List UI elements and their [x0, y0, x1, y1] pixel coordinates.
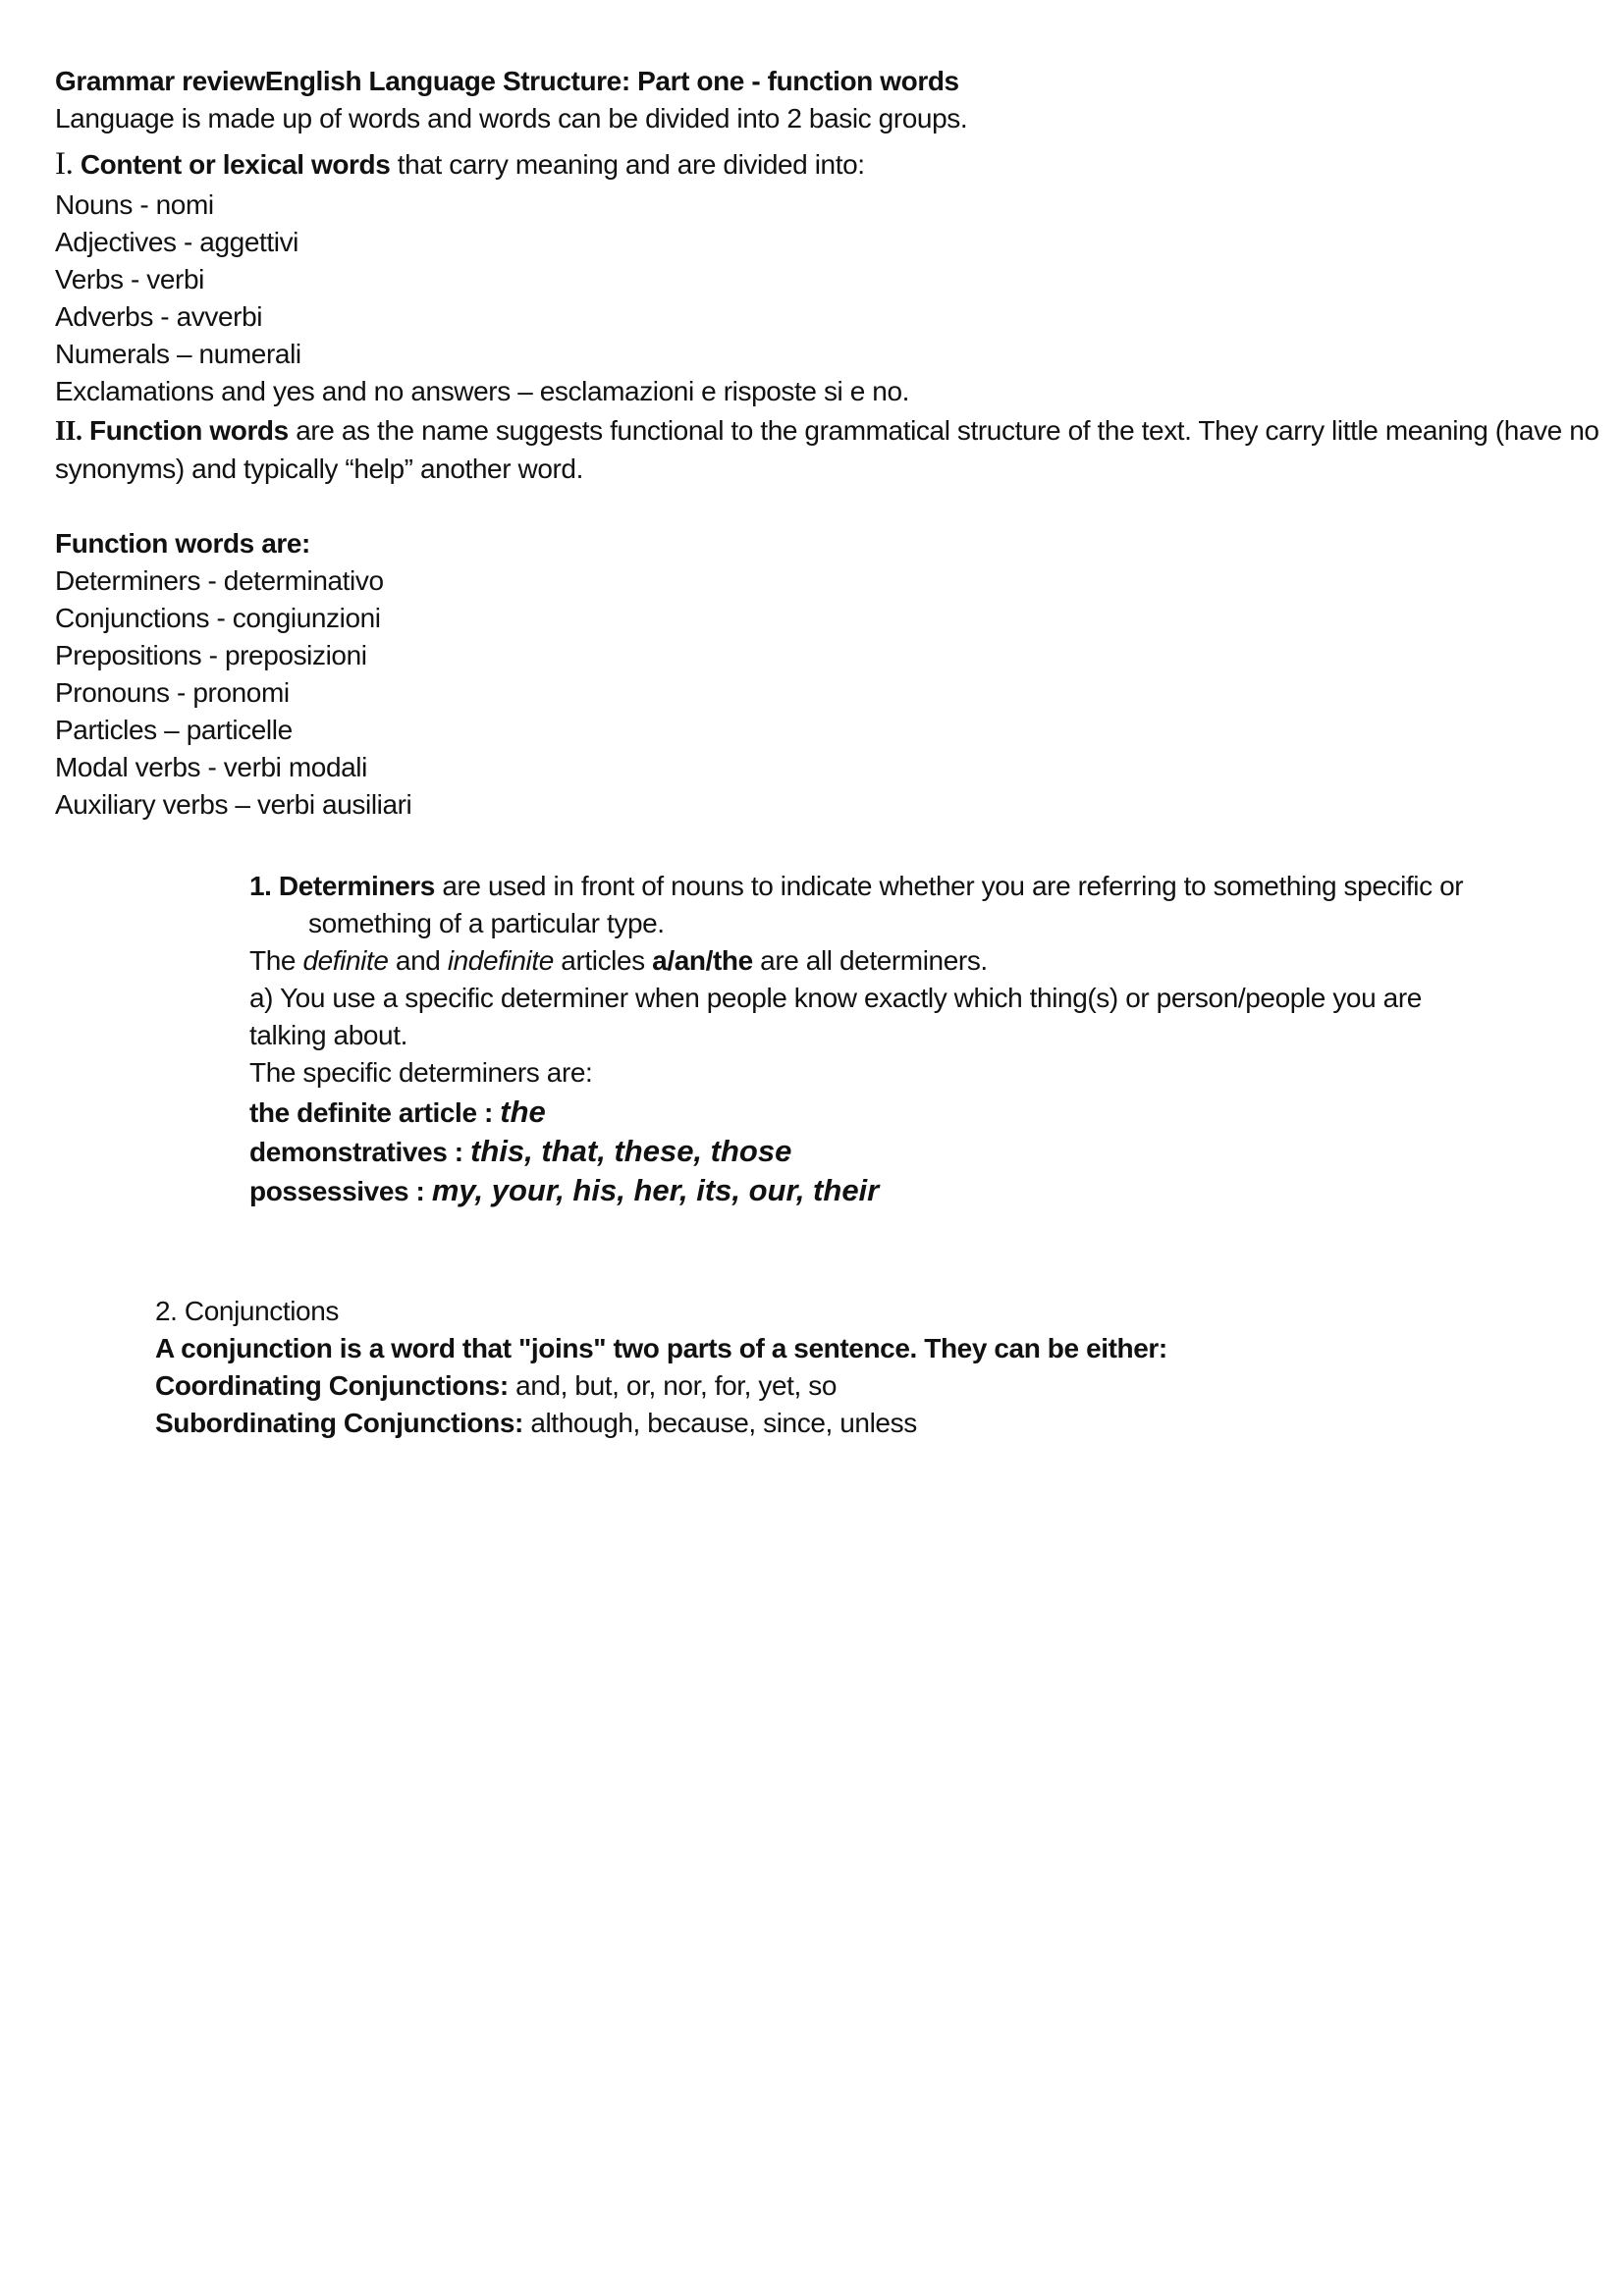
intro-text: Language is made up of words and words can be divided into 2 basic groups.: [55, 103, 968, 133]
list-item: Particles – particelle: [55, 715, 293, 745]
list-item: Adverbs - avverbi: [55, 301, 263, 332]
group2-term: Function words: [88, 415, 289, 446]
group2-line2: synonyms) and typically “help” another word.: [55, 454, 583, 484]
determiners-line2: something of a particular type.: [308, 908, 665, 938]
list-item: Determiners - determinativo: [55, 565, 384, 596]
conjunctions-definition: A conjunction is a word that "joins" two parts of a sentence. They can be either:: [155, 1333, 1167, 1363]
specific-line1: a) You use a specific determiner when people know exactly which thing(s) or person/people you are: [249, 983, 1422, 1013]
list-item: Prepositions - preposizioni: [55, 640, 367, 670]
group1-rest: that carry meaning and are divided into:: [390, 149, 865, 180]
group1-numeral: I.: [55, 146, 74, 182]
list-item: Nouns - nomi: [55, 189, 214, 220]
coordinating-line: Coordinating Conjunctions: and, but, or, nor, for, yet, so: [155, 1370, 838, 1401]
list-item: Adjectives - aggettivi: [55, 227, 298, 257]
list-item: Exclamations and yes and no answers – esclamazioni e risposte si e no.: [55, 376, 910, 406]
list-item: Numerals – numerali: [55, 339, 301, 369]
group1-term: Content or lexical words: [80, 149, 391, 180]
group2-rest: are as the name suggests functional to the grammatical structure of the text. They carry little meaning (have no: [288, 415, 1599, 446]
group2-heading: [55, 412, 1599, 451]
specific-intro: The specific determiners are:: [249, 1057, 593, 1088]
subordinating-line: Subordinating Conjunctions: although, because, since, unless: [155, 1408, 917, 1438]
definite-article-line: the definite article : the: [249, 1095, 546, 1129]
list-item: Verbs - verbi: [55, 264, 204, 294]
determiners-definition: 1. Determiners are used in front of nouns to indicate whether you are referring to something specific or: [249, 871, 1464, 901]
articles-line: The definite and indefinite articles a/an/the are all determiners.: [249, 945, 988, 976]
function-words-heading: Function words are:: [55, 528, 310, 559]
list-item: Modal verbs - verbi modali: [55, 752, 367, 782]
list-item: Pronouns - pronomi: [55, 677, 290, 708]
possessives-line: possessives : my, your, his, her, its, our, their: [249, 1173, 880, 1207]
list-item: Auxiliary verbs – verbi ausiliari: [55, 789, 412, 820]
demonstratives-line: demonstratives : this, that, these, those: [249, 1134, 792, 1168]
specific-line2: talking about.: [249, 1020, 407, 1050]
group2-numeral: II.: [55, 416, 82, 447]
list-item: Conjunctions - congiunzioni: [55, 603, 381, 633]
determiners-term: 1. Determiners: [249, 871, 435, 901]
document-title: Grammar reviewEnglish Language Structure: Part one - function words: [55, 66, 959, 96]
conjunctions-heading: 2. Conjunctions: [155, 1296, 340, 1326]
group1-heading: [55, 145, 865, 184]
